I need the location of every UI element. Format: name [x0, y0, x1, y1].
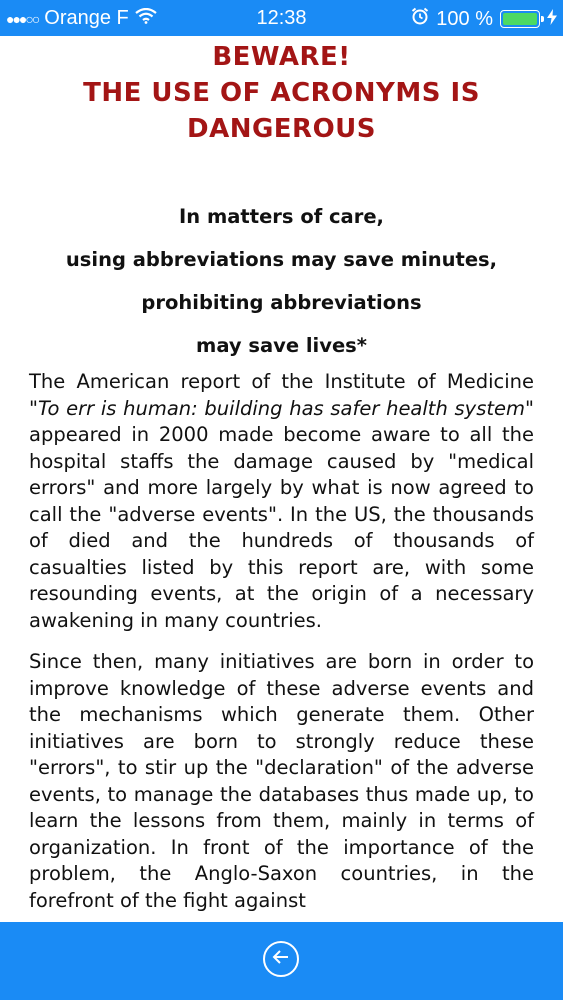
battery-level — [503, 13, 537, 25]
paragraph-text: The American report of the Institute of Medicine " — [29, 370, 534, 420]
back-arrow-circle-icon — [270, 946, 292, 972]
status-time: 12:38 — [256, 7, 307, 29]
bottom-toolbar — [0, 922, 563, 1000]
battery-icon — [500, 10, 540, 28]
alarm-icon — [411, 7, 429, 31]
intro-line: may save lives* — [196, 334, 367, 357]
charging-bolt-icon — [547, 8, 557, 31]
report-title: To err is human: building has safer health system — [37, 396, 526, 420]
heading-line: DANGEROUS — [186, 114, 377, 144]
intro-quote — [0, 195, 563, 367]
heading-line: THE USE OF ACRONYMS IS — [83, 78, 480, 108]
status-right — [411, 7, 557, 31]
article-body — [0, 369, 563, 914]
paragraph: Since then, many initiatives are born in order to improve knowledge of these adverse events and the mechanisms which generate them. Other initiatives are born to strongly reduce these "errors", to stir up the "declaration" of the adverse events, to manage the databases thus made up, to learn the lessons from them, mainly in terms of organization. In front of the importance of the problem, the Anglo-Saxon countries, in the forefront of the fight against — [29, 650, 534, 912]
article-content[interactable] — [0, 36, 563, 922]
carrier-name: Orange F — [44, 7, 129, 29]
back-button[interactable] — [263, 941, 299, 977]
article-heading — [0, 39, 563, 147]
paragraph-text: " appeared in 2000 made become aware to all the hospital staffs the damage caused by "medical errors" and more largely by what is now agreed to call the "adverse events". In the US, the thousands of died and the hundreds of thousands of casualties listed by this report are, with some resounding events, at the origin of a necessary awakening in many countries. — [29, 396, 534, 632]
intro-line: using abbreviations may save minutes, — [65, 248, 498, 271]
intro-line: In matters of care, — [179, 205, 384, 228]
paragraph — [29, 369, 534, 634]
status-bar — [0, 0, 563, 36]
heading-line: BEWARE! — [212, 42, 351, 72]
signal-strength-icon: ●●●○○ — [6, 10, 39, 27]
intro-line: prohibiting abbreviations — [141, 291, 422, 314]
battery-percent: 100 % — [436, 7, 493, 30]
